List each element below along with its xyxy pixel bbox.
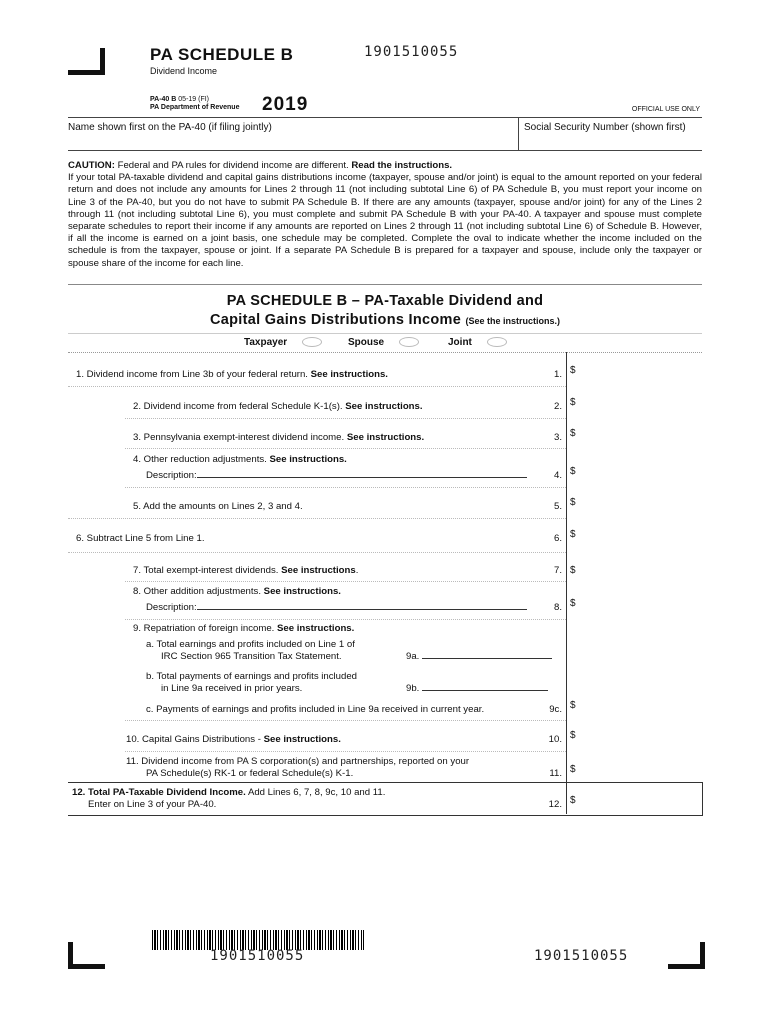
line-9c-label: c. Payments of earnings and profits included in Line 9a received in current year. — [146, 704, 485, 715]
line-12-label: 12. Total PA-Taxable Dividend Income. Add Lines 6, 7, 8, 9c, 10 and 11. Enter on Line 3 of your PA-40. — [72, 787, 386, 810]
line-9-label: 9. Repatriation of foreign income. See instructions. — [133, 623, 355, 634]
line-12-number: 12. — [548, 799, 562, 810]
name-field-label[interactable]: Name shown first on the PA-40 (if filing jointly) — [68, 122, 272, 133]
line-8-amount[interactable]: $ — [570, 598, 576, 609]
joint-oval-group[interactable]: Joint — [448, 337, 507, 348]
line-9b-field[interactable]: 9b. — [406, 683, 548, 695]
line-4-description[interactable]: Description: — [146, 470, 527, 482]
barcode-number-right: 1901510055 — [534, 948, 629, 964]
line-5-amount[interactable]: $ — [570, 497, 576, 508]
barcode-number-top: 1901510055 — [364, 44, 459, 60]
line-10-amount[interactable]: $ — [570, 730, 576, 741]
line-8-number: 8. — [553, 602, 562, 613]
line-6-label: 6. Subtract Line 5 from Line 1. — [76, 533, 205, 544]
line-4-number: 4. — [553, 470, 562, 481]
line-9c-number: 9c. — [549, 704, 562, 715]
line-5-label: 5. Add the amounts on Lines 2, 3 and 4. — [133, 501, 303, 512]
spouse-oval[interactable] — [399, 337, 419, 347]
line-9c-amount[interactable]: $ — [570, 700, 576, 711]
taxpayer-oval-group[interactable]: Taxpayer — [244, 337, 322, 348]
line-9b-label: b. Total payments of earnings and profits included in Line 9a received in prior years. — [146, 671, 358, 694]
line-10-label: 10. Capital Gains Distributions - See instructions. — [126, 734, 341, 745]
line-2-number: 2. — [553, 401, 562, 412]
line-7-number: 7. — [553, 565, 562, 576]
line-2-label: 2. Dividend income from federal Schedule K-1(s). See instructions. — [133, 401, 423, 412]
section-title-line1: PA SCHEDULE B – PA-Taxable Dividend and — [226, 293, 544, 309]
caution-text: CAUTION: Federal and PA rules for dividend income are different. Read the instructions. If your total PA-taxable dividend and capital gains distributions income (taxpayer, spouse and/or joint) is equal to the amount reported on your federal return and does not include any amounts for Lines 2 through 11 (not including subtotal Line 6) of PA Schedule B, you must report your income on Line 3 of the PA-40, but you do not have to submit PA Schedule B. If there are any amounts (taxpayer, spouse and/or joint) for any of the Lines 2 through 11 (not including subtotal Line 6), you must complete and submit PA Schedule B with your PA-40. A taxpayer and spouse must complete separate schedules to report their income if any amounts are reported on Lines 2 through 11 (not including subtotal Line 6) of Schedule B. However, if all the income is earned on a joint basis, one schedule may be completed. Complete the oval to indicate whether the income included on the schedule is from the taxpayer, spouse or joint. If a separate PA Schedule B is prepared for a taxpayer and spouse, include only the taxpayer or spouse share of the income for each line. — [68, 160, 702, 269]
registration-mark-bottom-right — [668, 942, 705, 969]
barcode-number-left: 1901510055 — [210, 948, 305, 964]
line-8-label: 8. Other addition adjustments. See instructions. — [133, 586, 341, 597]
line-3-label: 3. Pennsylvania exempt-interest dividend income. See instructions. — [133, 432, 425, 443]
form-code: PA-40 B 05-19 (FI) PA Department of Revenue — [150, 96, 240, 111]
official-use-label: OFFICIAL USE ONLY — [631, 106, 700, 113]
line-6-number: 6. — [553, 533, 562, 544]
line-7-label: 7. Total exempt-interest dividends. See instructions. — [133, 565, 359, 576]
line-11-label: 11. Dividend income from PA S corporation(s) and partnerships, reported on your PA Schedule(s) RK-1 or federal Schedule(s) K-1. — [126, 756, 470, 779]
line-4-amount[interactable]: $ — [570, 466, 576, 477]
name-ssn-box — [68, 117, 702, 151]
divider — [68, 333, 702, 334]
registration-mark-bottom-left — [68, 942, 105, 969]
line-6-amount[interactable]: $ — [570, 529, 576, 540]
line-1-amount[interactable]: $ — [570, 365, 576, 376]
line-1-number: 1. — [553, 369, 562, 380]
line-8-description[interactable]: Description: — [146, 602, 527, 614]
form-subtitle: Dividend Income — [150, 66, 218, 76]
tax-year: 2019 — [262, 94, 309, 115]
divider — [68, 284, 702, 285]
line-7-amount[interactable]: $ — [570, 565, 576, 576]
taxpayer-oval[interactable] — [302, 337, 322, 347]
line-2-amount[interactable]: $ — [570, 397, 576, 408]
form-title: PA SCHEDULE B — [150, 45, 294, 64]
line-5-number: 5. — [553, 501, 562, 512]
line-3-number: 3. — [553, 432, 562, 443]
ssn-field-label[interactable]: Social Security Number (shown first) — [524, 122, 686, 133]
amount-column — [566, 352, 703, 814]
line-11-number: 11. — [549, 768, 562, 779]
spouse-oval-group[interactable]: Spouse — [348, 337, 419, 348]
line-4-label: 4. Other reduction adjustments. See instructions. — [133, 454, 347, 465]
line-3-amount[interactable]: $ — [570, 428, 576, 439]
line-9a-label: a. Total earnings and profits included on Line 1 of IRC Section 965 Transition Tax Statement. — [146, 639, 355, 662]
section-title-line2: Capital Gains Distributions Income (See the instructions.) — [210, 312, 560, 328]
line-12-amount[interactable]: $ — [570, 795, 576, 806]
line-1-label: 1. Dividend income from Line 3b of your federal return. See instructions. — [76, 369, 388, 380]
barcode — [152, 930, 364, 950]
line-11-amount[interactable]: $ — [570, 764, 576, 775]
line-9a-field[interactable]: 9a. — [406, 651, 552, 663]
line-10-number: 10. — [548, 734, 562, 745]
joint-oval[interactable] — [487, 337, 507, 347]
registration-mark-top-left — [68, 48, 105, 75]
